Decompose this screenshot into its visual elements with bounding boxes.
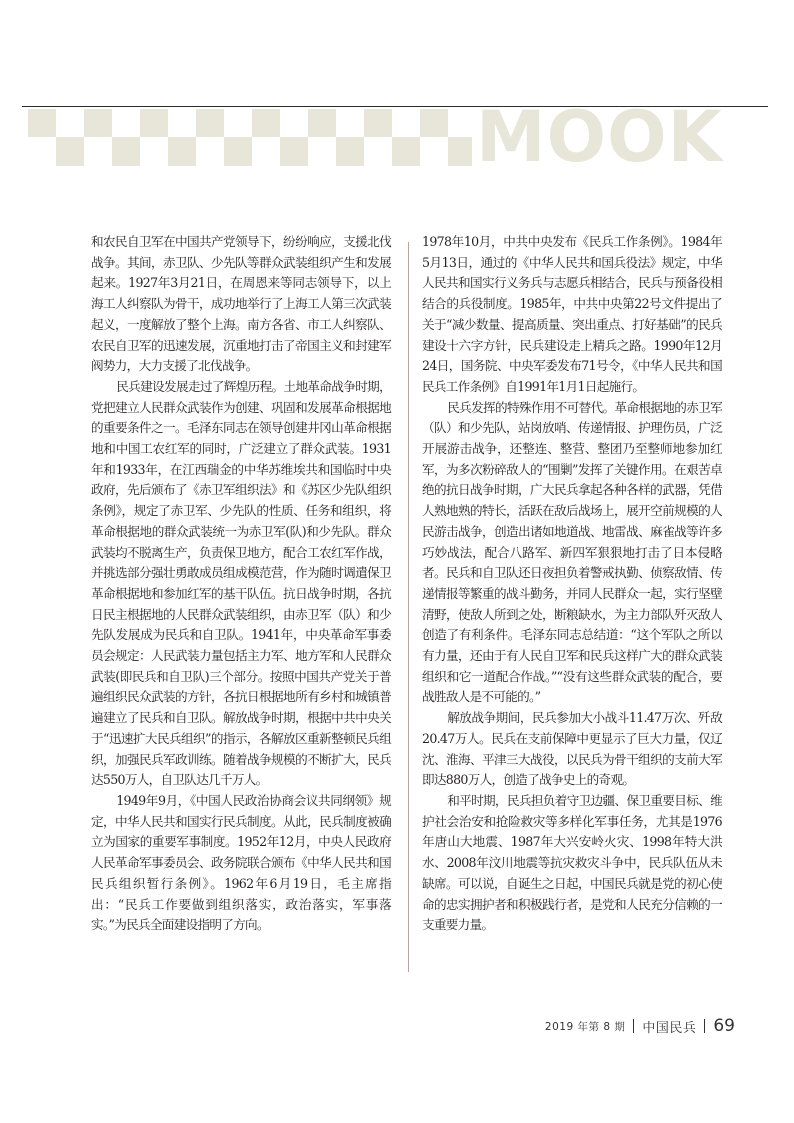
page-footer <box>545 1015 735 1037</box>
checkerboard-pattern <box>28 109 472 166</box>
masthead-mook: MOOK <box>476 96 723 178</box>
footer-divider <box>633 1019 634 1033</box>
article-column-right <box>422 232 722 936</box>
paragraph: 和平时期，民兵担负着守卫边疆、保卫重要目标、维护社会治安和抢险救灾等多样化军事任务，尤其是1976年唐山大地震、1987年大兴安岭火灾、1998年特大洪水、2008年汶川地震等抗灾救灾斗争中，民兵队伍从未缺席。可以说，自诞生之日起，中国民兵就是党的初心使命的忠实拥护者和积极践行者，是党和人民充分信赖的一支重要力量。 <box>422 792 722 933</box>
paragraph: 民兵发挥的特殊作用不可替代。革命根据地的赤卫军（队）和少先队，站岗放哨、传递情报、护理伤员，广泛开展游击战争，还整连、整营、整团乃至整师地参加红军，为多次粉碎敌人的“围剿”发挥了关键作用。在艰苦卓绝的抗日战争时期，广大民兵拿起各种各样的武器，凭借人熟地熟的特长，活跃在敌后战场上，展开空前规模的人民游击战争，创造出诸如地道战、地雷战、麻雀战等许多巧妙战法，配合八路军、新四军狠狠地打击了日本侵略者。民兵和自卫队还日夜担负着警戒执勤、侦察敌情、传递情报等繁重的战斗勤务，并同人民群众一起，实行坚壁清野，使敌人所到之处，断粮缺水，为主力部队歼灭敌人创造了有利条件。毛泽东同志总结道：“这个军队之所以有力量，还由于有人民自卫军和民兵这样广大的群众武装组织和它一道配合作战。”“没有这些群众武装的配合，要战胜敌人是不可能的。” <box>422 399 722 705</box>
article-column-left <box>91 232 391 936</box>
issue-label: 2019 年第 8 期 <box>544 1020 626 1033</box>
footer-divider <box>704 1019 705 1033</box>
paragraph: 和农民自卫军在中国共产党领导下，纷纷响应，支援北伐战争。其间，赤卫队、少先队等群众武装组织产生和发展起来。1927年3月21日，在周恩来等同志领导下，以上海工人纠察队为骨干，成功地举行了上海工人第三次武装起义，一度解放了整个上海。南方各省、市工人纠察队、农民自卫军的迅速发展，沉重地打击了帝国主义和封建军阀势力，大力支援了北伐战争。 <box>91 234 391 374</box>
magazine-name: 中国民兵 <box>642 1020 697 1036</box>
paragraph: 民兵建设发展走过了辉煌历程。土地革命战争时期，党把建立人民群众武装作为创建、巩固和发展革命根据地的重要条件之一。毛泽东同志在领导创建井冈山革命根据地和中国工农红军的同时，广泛建立了群众武装。1931年和1933年，在江西瑞金的中华苏维埃共和国临时中央政府，先后颁布了《赤卫军组织法》和《苏区少先队组织条例》，规定了赤卫军、少先队的性质、任务和组织，将革命根据地的群众武装统一为赤卫军(队)和少先队。群众武装均不脱离生产，负责保卫地方，配合工农红军作战，并挑选部分强壮勇敢成员组成模范营，作为随时调遣保卫革命根据地和参加红军的基干队伍。抗日战争时期，各抗日民主根据地的人民群众武装组织，由赤卫军（队）和少先队发展成为民兵和自卫队。1941年，中央革命军事委员会规定：人民武装力量包括主力军、地方军和人民群众武装(即民兵和自卫队)三个部分。按照中国共产党关于普遍组织民众武装的方针，各抗日根据地所有乡村和城镇普遍建立了民兵和自卫队。解放战争时期，根据中共中央关于“迅速扩大民兵组织”的指示，各解放区重新整顿民兵组织，加强民兵军政训练。随着战争规模的不断扩大，民兵达550万人，自卫队达几千万人。 <box>91 378 391 788</box>
paragraph: 解放战争期间，民兵参加大小战斗11.47万次、歼敌20.47万人。民兵在支前保障中更显示了巨大力量，仅辽沈、淮海、平津三大战役，以民兵为骨干组织的支前大军即达880万人，创造了战争史上的奇观。 <box>422 710 722 788</box>
page-number: 69 <box>713 1016 735 1036</box>
column-divider <box>408 242 409 972</box>
paragraph: 1949年9月，《中国人民政治协商会议共同纲领》规定，中华人民共和国实行民兵制度。从此，民兵制度被确立为国家的重要军事制度。1952年12月，中央人民政府人民革命军事委员会、政务院联合颁布《中华人民共和国民兵组织暂行条例》。1962年6月19日，毛主席指出：“民兵工作要做到组织落实，政治落实，军事落实。”为民兵全面建设指明了方向。 <box>91 792 391 933</box>
paragraph: 1978年10月，中共中央发布《民兵工作条例》。1984年5月13日，通过的《中华人民共和国兵役法》规定，中华人民共和国实行义务兵与志愿兵相结合，民兵与预备役相结合的兵役制度。1985年，中共中央第22号文件提出了关于“减少数量、提高质量、突出重点、打好基础”的民兵建设十六字方针，民兵建设走上精兵之路。1990年12月24日，国务院、中央军委发布71号令，《中华人民共和国民兵工作条例》自1991年1月1日起施行。 <box>422 234 722 394</box>
